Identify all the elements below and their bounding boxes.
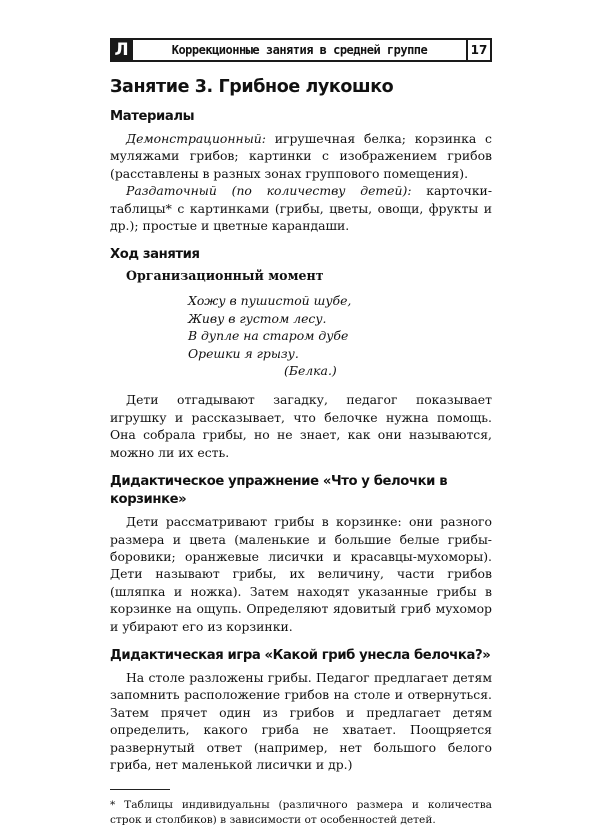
header-right-edge bbox=[490, 38, 492, 62]
riddle-line: Орешки я грызу. bbox=[188, 345, 299, 361]
chapter-letter-badge: Л bbox=[110, 38, 133, 62]
org-moment-heading: Организационный момент bbox=[126, 268, 324, 284]
lesson-title: Занятие 3. Грибное лукошко bbox=[110, 77, 394, 97]
demo-label: Демонстрационный: bbox=[126, 131, 266, 146]
handout-label: Раздаточный (по количеству детей): bbox=[126, 183, 412, 199]
org-moment-text: Дети отгадывают загадку, педагог показывает игрушку и рассказывает, что белочке нужна помощь. Она собрала грибы, но не знает, как они называются, можно ли их есть. bbox=[110, 392, 492, 460]
riddle-line: В дупле на старом дубе bbox=[188, 328, 349, 344]
materials-heading: Материалы bbox=[110, 109, 195, 124]
course-heading: Ход занятия bbox=[110, 247, 200, 263]
riddle-poem bbox=[188, 292, 492, 379]
game-heading: Дидактическая игра «Какой гриб унесла белочка?» bbox=[110, 647, 491, 663]
exercise-text: Дети рассматривают грибы в корзинке: они разного размера и цвета (маленькие и большие белые грибы-боровики; оранжевые лисички и красавцы-мухоморы). Дети называют грибы, их величину, части грибов (шляпка и ножка). Затем находят указанные грибы в корзинке на ощупь. Определяют ядовитый гриб мухомор и убирают его из корзинки. bbox=[110, 514, 492, 634]
materials-demo-paragraph bbox=[110, 130, 492, 182]
running-header bbox=[110, 38, 492, 62]
running-title: Коррекционные занятия в средней группе bbox=[171, 43, 428, 57]
riddle-answer: (Белка.) bbox=[284, 363, 337, 379]
footnote-rule bbox=[110, 789, 170, 790]
handout-text: карточки-таблицы* с картинками (грибы, цветы, овощи, фрукты и др.); простые и цветные карандаши. bbox=[110, 183, 493, 234]
page-body bbox=[110, 76, 492, 828]
riddle-line: Живу в густом лесу. bbox=[188, 310, 327, 326]
riddle-line: Хожу в пушистой шубе, bbox=[188, 293, 352, 309]
page-number: 17 bbox=[470, 43, 488, 57]
game-text: На столе разложены грибы. Педагог предлагает детям запомнить расположение грибов на столе и отвернуться. Затем прячет один из грибов и предлагает детям определить, какого гриба не хватает. Поощряется развернутый ответ (например, нет большого белого гриба, нет маленькой лисички и др.) bbox=[110, 669, 492, 772]
demo-text: игрушечная белка; корзинка с муляжами грибов; картинки с изображением грибов (расставлены в разных зонах группового помещения). bbox=[110, 131, 492, 181]
exercise-heading: Дидактическое упражнение «Что у белочки в корзинке» bbox=[110, 474, 448, 508]
materials-handout-paragraph bbox=[110, 182, 492, 234]
footnote: * Таблицы индивидуальны (различного размера и количества строк и столбиков) в зависимости от особенностей детей. bbox=[110, 799, 492, 827]
